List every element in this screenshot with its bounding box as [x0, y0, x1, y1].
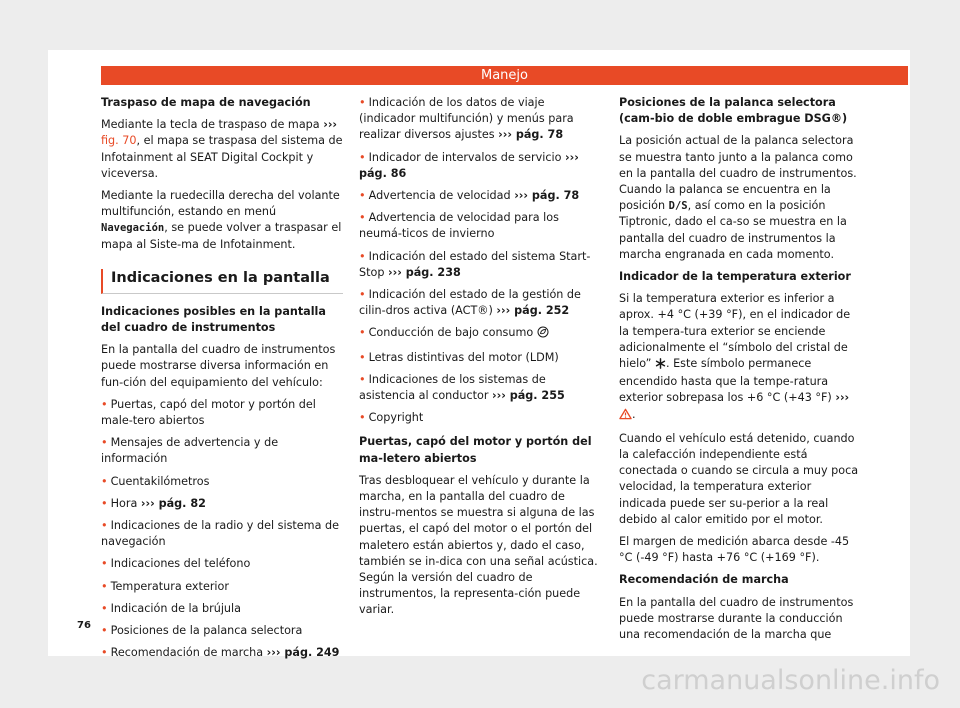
bullet-dot: •	[101, 646, 108, 660]
bullet-text: Indicaciones de la radio y del sistema de navegación	[101, 519, 339, 549]
bullet-item	[101, 601, 343, 617]
bullet-dot: •	[359, 150, 366, 164]
bullet-item	[359, 372, 601, 404]
section-title-selector-positions: Posiciones de la palanca selectora (cam-bio de doble embrague DSG®)	[619, 96, 848, 126]
bullet-item	[359, 210, 601, 242]
bullet-dot: •	[359, 211, 366, 225]
paragraph-doors-open: Tras desbloquear el vehículo y durante la marcha, en la pantalla del cuadro de instru-mentos se muestra si alguna de las puertas, el capó del motor o el portón del maletero están abiertos y, dado el caso, también se in-dica con una señal acústica. Según la versión del cuadro de instrumentos, la representa-ción puede variar.	[359, 473, 598, 617]
bullet-text: Indicaciones del teléfono	[110, 557, 251, 571]
menu-name: Navegación	[101, 222, 165, 235]
bullet-text: Mensajes de advertencia y de información	[101, 436, 279, 466]
text: , el mapa se traspasa del sistema de Infotainment al SEAT Digital Cockpit y viceversa.	[101, 134, 343, 180]
bullet-text: Recomendación de marcha	[110, 646, 264, 660]
text: , así como en la posición Tiptronic, dado el ca-so se muestra en la pantalla del cuadro de instrumentos la marcha engranada en cada momento.	[619, 199, 847, 261]
bullet-dot: •	[359, 96, 366, 109]
bullet-dot: •	[359, 372, 366, 386]
bullet-dot: •	[101, 496, 108, 510]
paragraph-outside-temperature-3: El margen de medición abarca desde -45 °C (-49 °F) hasta +76 °C (+169 °F).	[619, 535, 850, 565]
bullet-dot: •	[101, 474, 108, 488]
text: , se puede volver a traspasar el mapa al Siste-ma de Infotainment.	[101, 221, 342, 251]
bullet-dot: •	[101, 557, 108, 571]
reference-arrow: ›››	[835, 391, 850, 405]
bullet-text: Indicación de la brújula	[110, 601, 241, 615]
bullet-item	[359, 150, 601, 182]
section-title-gear-recommendation: Recomendación de marcha	[619, 573, 789, 587]
figure-link[interactable]: fig. 70	[101, 134, 137, 148]
text: Mediante la tecla de traspaso de mapa	[101, 118, 320, 132]
snowflake-icon	[655, 358, 666, 374]
watermark: carmanualsonline.info	[641, 665, 940, 696]
paragraph-outside-temperature-1	[619, 291, 859, 425]
bullet-dot: •	[101, 624, 108, 638]
column-right	[619, 95, 859, 649]
bullet-dot: •	[101, 579, 108, 593]
page-reference[interactable]: ››› pág. 78	[514, 189, 580, 203]
page-reference[interactable]: ››› pág. 86	[359, 150, 579, 180]
section-title-map-transfer: Traspaso de mapa de navegación	[101, 96, 311, 109]
text: .	[632, 407, 636, 421]
bullet-dot: •	[359, 326, 366, 340]
page-reference[interactable]: ››› pág. 78	[498, 128, 564, 142]
bullet-text: Letras distintivas del motor (LDM)	[368, 350, 559, 364]
text: Si la temperatura exterior es inferior a aprox. +4 °C (+39 °F), en el indicador de la tempera-tura exterior se enciende adicionalmente el “símbolo del cristal de hielo”	[619, 292, 851, 371]
bullet-text: Conducción de bajo consumo	[368, 326, 534, 340]
bullet-item	[101, 435, 343, 467]
bullet-dot: •	[359, 350, 366, 364]
bullet-text: Indicación del estado del sistema Start-Stop	[359, 249, 591, 279]
paragraph-map-transfer-2	[101, 188, 343, 253]
bullet-dot: •	[101, 436, 108, 450]
bullet-item	[101, 474, 343, 490]
bullet-item	[359, 249, 601, 281]
bullet-text: Indicación del estado de la gestión de cilin-dros activa (ACT®)	[359, 288, 581, 318]
bullet-item	[359, 287, 601, 319]
bullet-item	[359, 325, 601, 343]
bullet-text: Hora	[110, 496, 138, 510]
bullet-dot: •	[359, 189, 366, 203]
text: Mediante la ruedecilla derecha del volante multifunción, estando en menú	[101, 189, 340, 219]
page-reference[interactable]: ››› pág. 249	[266, 646, 340, 660]
warning-triangle-icon	[619, 408, 632, 425]
page-reference[interactable]: ››› pág. 255	[492, 389, 565, 403]
bullet-dot: •	[101, 601, 108, 615]
bullet-item	[101, 623, 343, 639]
page-reference[interactable]: ››› pág. 82	[140, 496, 206, 510]
manual-page	[48, 50, 910, 660]
text: . Este símbolo permanece encendido hasta que la tempe-ratura exterior sobrepasa los +6 °C (+43 °F)	[619, 357, 832, 405]
paragraph-gear-recommendation: En la pantalla del cuadro de instrumentos puede mostrarse durante la conducción una recomendación de la marcha que	[619, 595, 854, 642]
bullet-item	[359, 188, 601, 204]
bullet-item	[101, 496, 343, 512]
bullet-dot: •	[101, 397, 108, 411]
bullet-dot: •	[101, 519, 108, 533]
bullet-text: Posiciones de la palanca selectora	[110, 624, 303, 638]
bullet-item	[101, 556, 343, 572]
paragraph-selector-positions	[619, 133, 859, 263]
bullet-text: Cuentakilómetros	[110, 474, 210, 488]
bullet-text: Advertencia de velocidad para los neumá-ticos de invierno	[359, 211, 559, 241]
paragraph-outside-temperature-2: Cuando el vehículo está detenido, cuando la calefacción independiente está conectada o cuando se circula a muy poca velocidad, la temperatura exterior indicada puede ser su-perior a la real debido al calor emitido por el motor.	[619, 431, 859, 526]
bullet-text: Advertencia de velocidad	[368, 189, 511, 203]
page-number: 76	[77, 620, 91, 631]
section-heading-indications: Indicaciones en la pantalla	[101, 269, 343, 294]
bullet-dot: •	[359, 249, 366, 263]
section-title-doors-open: Puertas, capó del motor y portón del ma-letero abiertos	[359, 435, 592, 465]
column-middle	[359, 95, 601, 625]
page-reference[interactable]: ››› pág. 238	[388, 265, 461, 279]
bullet-dot: •	[359, 288, 366, 302]
bullet-text: Indicación de los datos de viaje (indicador multifunción) y menús para realizar diversos ajustes	[359, 96, 574, 142]
bullet-dot: •	[359, 411, 366, 425]
bullet-text: Indicador de intervalos de servicio	[368, 150, 562, 164]
section-title-outside-temperature: Indicador de la temperatura exterior	[619, 270, 851, 284]
bullet-item	[101, 518, 343, 550]
bullet-list-left	[101, 397, 343, 662]
bullet-item	[359, 350, 601, 366]
column-left	[101, 95, 343, 667]
bullet-item	[101, 397, 343, 429]
paragraph-possible-indications: En la pantalla del cuadro de instrumentos puede mostrarse diversa información en fun-ción del equipamiento del vehículo:	[101, 343, 336, 389]
reference-arrow: ›››	[323, 118, 338, 132]
bullet-item	[101, 579, 343, 595]
bullet-text: Copyright	[368, 411, 424, 425]
bullet-item	[359, 95, 601, 144]
section-title-possible-indications: Indicaciones posibles en la pantalla del cuadro de instrumentos	[101, 304, 326, 335]
bullet-item	[101, 645, 343, 661]
gear-position: D/S	[668, 200, 688, 213]
text: La posición actual de la palanca selectora se muestra tanto junto a la palanca como en la pantalla del cuadro de instrumentos. Cuando la palanca se encuentra en la posición	[619, 134, 857, 213]
bullet-text: Puertas, capó del motor y portón del male-tero abiertos	[101, 397, 316, 428]
bullet-item	[359, 410, 601, 426]
page-reference[interactable]: ››› pág. 252	[496, 304, 570, 318]
bullet-list-middle	[359, 95, 601, 426]
chapter-header: Manejo	[101, 66, 908, 85]
bullet-text: Temperatura exterior	[110, 579, 229, 593]
eco-leaf-icon	[537, 326, 549, 343]
paragraph-map-transfer-1	[101, 117, 343, 182]
bullet-text: Indicaciones de los sistemas de asistencia al conductor	[359, 372, 546, 403]
